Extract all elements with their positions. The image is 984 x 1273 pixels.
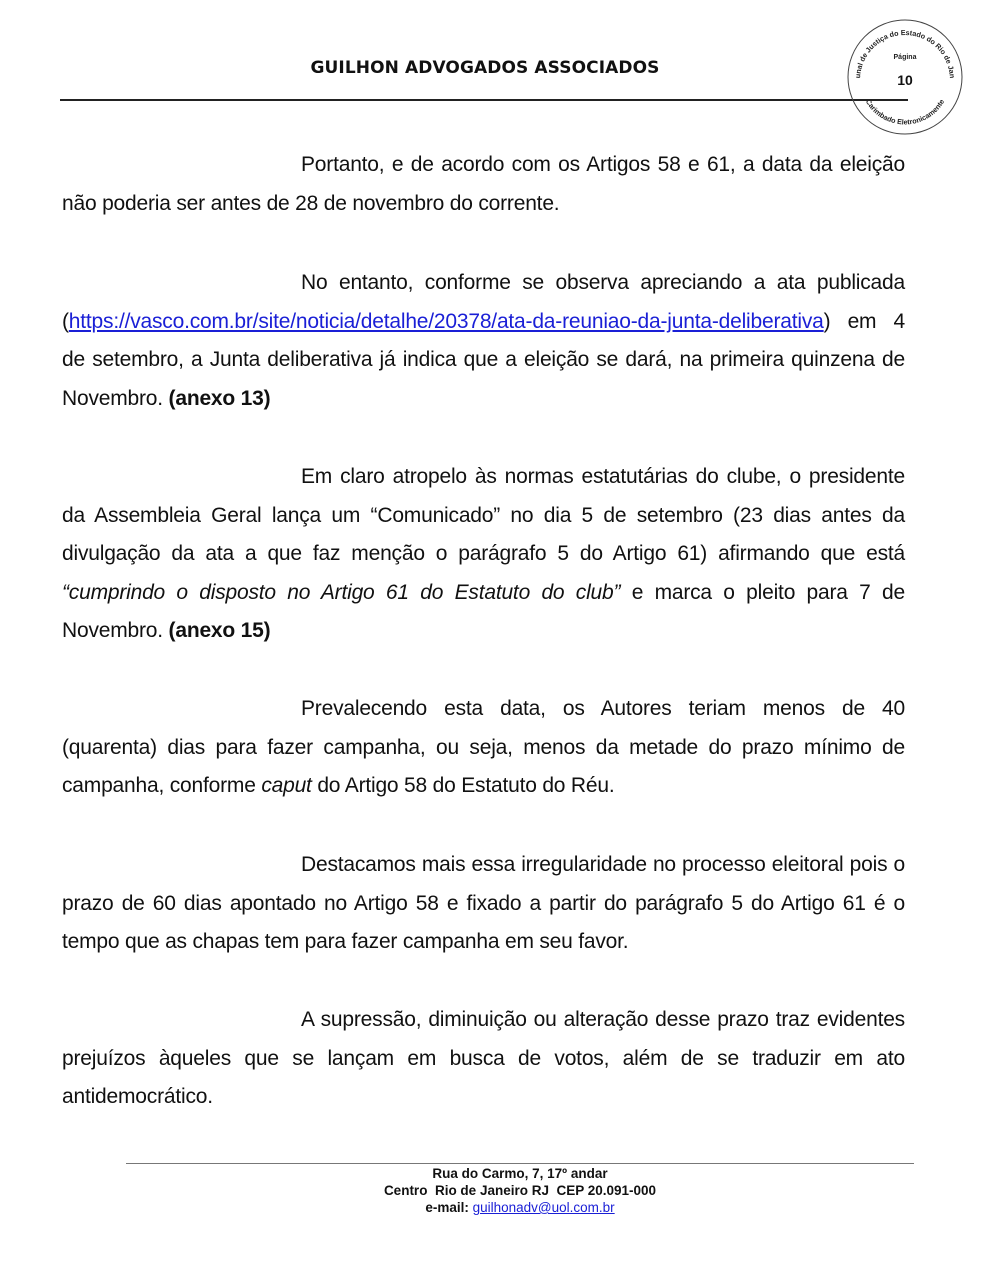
footer-divider	[126, 1163, 914, 1164]
stamp-top-text: unal de Justiça do Estado do Rio de Jan	[852, 27, 958, 79]
footer-address-line-1: Rua do Carmo, 7, 17º andar	[432, 1166, 608, 1181]
annex-reference: (anexo 15)	[168, 619, 271, 643]
paragraph-text: do Artigo 58 do Estatuto do Réu.	[311, 774, 615, 798]
email-label: e-mail:	[425, 1200, 473, 1215]
paragraph-2	[62, 264, 905, 418]
footer-address-line-2: Centro Rio de Janeiro RJ CEP 20.091-000	[383, 1183, 657, 1198]
ata-link[interactable]: https://vasco.com.br/site/noticia/detalhe/20378/ata-da-reuniao-da-junta-deliberativa	[68, 309, 824, 333]
firm-name-header: GUILHON ADVOGADOS ASSOCIADOS	[310, 58, 660, 78]
svg-text:Tribunal de Justiça do Estado	[846, 18, 957, 79]
paragraph-text: Em claro atropelo às normas estatutárias do clube, o presidente da Assembleia Geral lança um “Comunicado” no dia 5 de setembro (23 dias antes da divulgação da ata a que faz menção o parágrafo 5 do Artigo 61) afirmando que está	[62, 465, 905, 566]
stamp-seal-icon	[846, 18, 964, 136]
paragraph-text: A supressão, diminuição ou alteração desse prazo traz evidentes prejuízos àqueles que se lançam em busca de votos, além de se traduzir em ato antidemocrático.	[62, 1008, 905, 1109]
stamp-page-label: Página	[893, 54, 917, 61]
paragraph-text: e marca o pleito para 7 de Novembro.	[62, 580, 905, 643]
paragraph-1	[62, 146, 905, 223]
svg-text:Carimbado Eletronicamente	[864, 97, 946, 126]
court-stamp	[846, 18, 964, 136]
annex-reference: (anexo 13)	[168, 386, 271, 410]
email-link[interactable]: guilhonadv@uol.com.br	[472, 1200, 615, 1215]
paragraph-text: No entanto, conforme se observa apreciando a ata publicada (	[62, 271, 905, 333]
paragraph-text: Prevalecendo esta data, os Autores teriam menos de 40 (quarenta) dias para fazer campanha, ou seja, menos da metade do prazo mínimo de campanha, conforme	[62, 697, 905, 798]
paragraph-4	[62, 690, 905, 806]
footer	[126, 1165, 914, 1216]
paragraph-text: Destacamos mais essa irregularidade no processo eleitoral pois o prazo de 60 dias apontado no Artigo 58 e fixado a partir do parágrafo 5 do Artigo 61 é o tempo que as chapas tem para fazer campanha em seu favor.	[62, 853, 905, 954]
stamp-page-number: 10	[897, 72, 913, 88]
stamp-bottom-text: Carimbado Eletronicamente	[863, 97, 947, 127]
paragraph-5	[62, 846, 905, 962]
paragraph-6	[62, 1001, 905, 1117]
paragraph-text: ) em 4 de setembro, a Junta deliberativa já indica que a eleição se dará, na primeira quinzena de Novembro.	[62, 309, 905, 410]
paragraph-3	[62, 458, 905, 651]
paragraph-text: Portanto, e de acordo com os Artigos 58 e 61, a data da eleição não poderia ser antes de 28 de novembro do corrente.	[62, 153, 905, 215]
footer-email-line	[126, 1199, 914, 1216]
header-divider	[60, 99, 908, 101]
italic-term: caput	[261, 774, 312, 798]
quoted-text: “cumprindo o disposto no Artigo 61 do Estatuto do club”	[62, 580, 621, 604]
